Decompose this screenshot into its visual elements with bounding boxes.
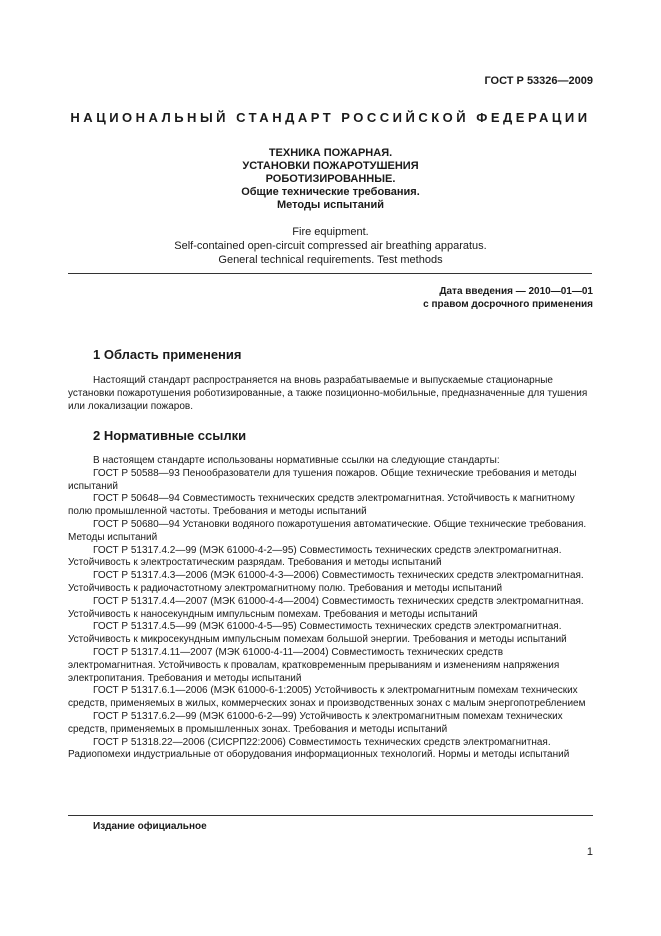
section-1-body xyxy=(68,375,592,413)
section-2-body xyxy=(68,455,592,762)
title-en-line: General technical requirements. Test methods xyxy=(218,254,443,266)
reference-item: ГОСТ Р 50680—94 Установки водяного пожаротушения автоматические. Общие технические требования. Методы испытаний xyxy=(68,518,587,543)
title-en-line: Self-contained open-circuit compressed air breathing apparatus. xyxy=(174,240,487,252)
section-1-heading: 1 Область применения xyxy=(93,347,242,362)
early-application-line: с правом досрочного применения xyxy=(423,299,593,310)
title-english xyxy=(0,225,661,267)
official-edition-label: Издание официальное xyxy=(93,821,207,832)
title-en-line: Fire equipment. xyxy=(292,226,369,238)
reference-item: ГОСТ Р 51317.4.4—2007 (МЭК 61000-4-4—2004) Совместимость технических средств электромагнитная. Устойчивость к наносекундным импульсным помехам. Требования и методы испытаний xyxy=(68,595,584,620)
reference-item: ГОСТ Р 51317.4.11—2007 (МЭК 61000-4-11—2004) Совместимость технических средств электромагнитная. Устойчивость к провалам, кратковременным прерываниям и изменениям напряжения электропитания. Требования и методы испытаний xyxy=(68,646,560,684)
paragraph: В настоящем стандарте использованы нормативные ссылки на следующие стандарты: xyxy=(93,455,500,466)
reference-item: ГОСТ Р 50648—94 Совместимость технических средств электромагнитная. Устойчивость к магнитному полю промышленной частоты. Требования и методы испытаний xyxy=(68,493,575,518)
title-ru-line: ТЕХНИКА ПОЖАРНАЯ. xyxy=(268,147,393,159)
reference-item: ГОСТ Р 51317.4.2—99 (МЭК 61000-4-2—95) Совместимость технических средств электромагнитная. Устойчивость к электростатическим разрядам. Требования и методы испытаний xyxy=(68,544,562,569)
page-number: 1 xyxy=(586,846,593,858)
standard-number: ГОСТ Р 53326—2009 xyxy=(484,75,593,87)
title-ru-line: УСТАНОВКИ ПОЖАРОТУШЕНИЯ xyxy=(242,160,419,172)
title-ru-line: Методы испытаний xyxy=(277,199,384,211)
introduction-date xyxy=(423,285,593,311)
reference-item: ГОСТ Р 51317.4.5—99 (МЭК 61000-4-5—95) Совместимость технических средств электромагнитная. Устойчивость к микросекундным импульсным помехам большой энергии. Требования и методы испытаний xyxy=(68,621,567,646)
title-russian xyxy=(0,147,661,212)
reference-item: ГОСТ Р 50588—93 Пенообразователи для тушения пожаров. Общие технические требования и методы испытаний xyxy=(68,467,577,492)
reference-item: ГОСТ Р 51317.4.3—2006 (МЭК 61000-4-3—2006) Совместимость технических средств электромагнитная. Устойчивость к радиочастотному электромагнитному полю. Требования и методы испытаний xyxy=(68,570,584,594)
paragraph: Настоящий стандарт распространяется на вновь разрабатываемые и выпускаемые стационарные установки пожаротушения роботизированные, а также позиционно-мобильные, предназначенные для тушения или локализации пожаров. xyxy=(68,375,588,412)
title-ru-line: Общие технические требования. xyxy=(241,186,420,198)
title-divider xyxy=(68,273,592,274)
footer-divider xyxy=(68,815,593,816)
reference-item: ГОСТ Р 51318.22—2006 (СИСРП22:2006) Совместимость технических средств электромагнитная. Радиопомехи индустриальные от оборудования информационных технологий. Нормы и методы испытаний xyxy=(68,736,570,761)
reference-item: ГОСТ Р 51317.6.1—2006 (МЭК 61000-6-1:2005) Устойчивость к электромагнитным помехам технических средств, применяемых в жилых, коммерческих зонах и производственных зонах с малым энергопотреблением xyxy=(68,685,586,710)
introduction-date-line: Дата введения — 2010—01—01 xyxy=(439,286,593,297)
reference-item: ГОСТ Р 51317.6.2—99 (МЭК 61000-6-2—99) Устойчивость к электромагнитным помехам технических средств, применяемых в промышленных зонах. Требования и методы испытаний xyxy=(68,710,563,735)
section-2-heading: 2 Нормативные ссылки xyxy=(93,428,247,443)
title-ru-line: РОБОТИЗИРОВАННЫЕ. xyxy=(265,173,396,185)
national-standard-heading: НАЦИОНАЛЬНЫЙ СТАНДАРТ РОССИЙСКОЙ ФЕДЕРАЦИИ xyxy=(70,110,591,125)
